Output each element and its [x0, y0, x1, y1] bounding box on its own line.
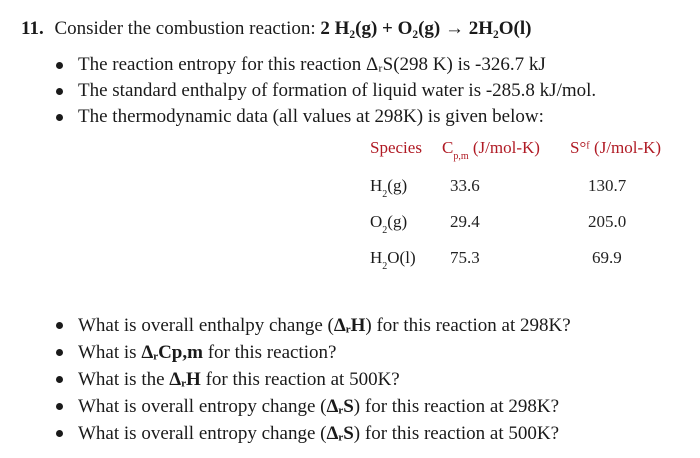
- row-species-h2: $H_2(g)$: [370, 176, 408, 200]
- header-cp-symbol: C: [442, 138, 454, 157]
- header-cp-unit: (J/mol-K): [472, 138, 540, 157]
- row-cp-h2o: 75.3: [450, 248, 480, 267]
- header-species: Species: [370, 138, 422, 157]
- question-item: What is overall enthalpy change (ΔᵣH) for this reaction at 298K?: [78, 312, 571, 339]
- reaction-equation: 2 H₂(g) + O₂(g) → 2H₂O(l): [320, 18, 532, 39]
- given-item-entropy: The reaction entropy for this reaction ΔᵣS(298 K) is -326.7 kJ: [78, 52, 596, 78]
- row-species-o2: $O_2(g)$: [370, 212, 408, 236]
- given-item-enthalpy: The standard enthalpy of formation of liquid water is -285.8 kJ/mol.: [78, 78, 596, 104]
- row-cp-h2: 33.6: [450, 176, 480, 195]
- row-s-h2: 130.7: [588, 176, 627, 195]
- row-s-o2: 205.0: [588, 212, 627, 231]
- questions-list: [78, 312, 571, 447]
- question-number: 11.: [21, 18, 44, 39]
- question-item: What is overall entropy change (ΔᵣS) for this reaction at 500K?: [78, 420, 571, 447]
- question-title: [21, 18, 531, 40]
- question-item: What is ΔᵣCp,m for this reaction?: [78, 339, 571, 366]
- header-cp-sub: p,m: [453, 151, 469, 162]
- question-item: What is overall entropy change (ΔᵣS) for this reaction at 298K?: [78, 393, 571, 420]
- question-intro: Consider the combustion reaction:: [54, 18, 316, 39]
- header-entropy: S°ᶠ (J/mol-K): [570, 138, 662, 157]
- row-species-h2o: $H_2O(l)$: [370, 248, 416, 272]
- given-list: [78, 52, 596, 130]
- given-item-data: The thermodynamic data (all values at 298K) is given below:: [78, 104, 596, 130]
- row-cp-o2: 29.4: [450, 212, 480, 231]
- row-s-h2o: 69.9: [592, 248, 622, 267]
- question-item: What is the ΔᵣH for this reaction at 500K?: [78, 366, 571, 393]
- header-cp: [442, 138, 540, 162]
